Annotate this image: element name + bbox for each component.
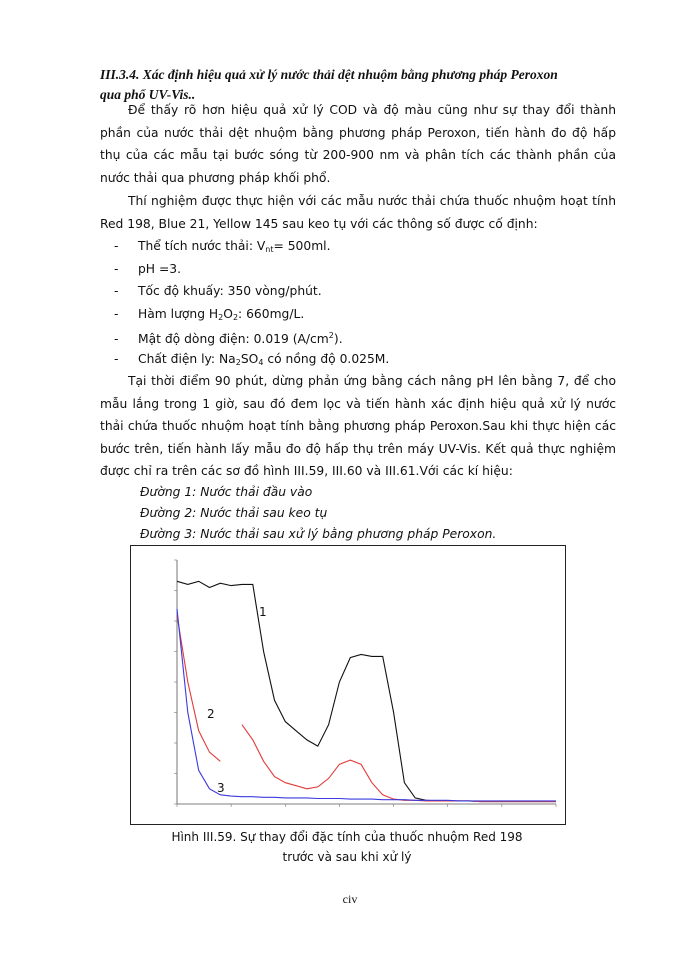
figure-caption-line-2: trước và sau khi xử lý	[282, 850, 412, 864]
paragraph-intro	[100, 99, 616, 189]
chart-axes	[177, 560, 556, 804]
paragraph-intro-text: Để thấy rõ hơn hiệu quả xử lý COD và độ màu cũng như sự thay đổi thành phần của nước thải dệt nhuộm bằng phương pháp Peroxon, tiến hành đo độ hấp thụ của các mẫu tại bước sóng từ 200-900 nm và phân tích các thành phần của nước thải qua phương pháp khối phổ.	[100, 103, 616, 185]
page-number: civ	[342, 892, 358, 906]
series-line-2	[177, 615, 556, 802]
list-item: - Hàm lượng $H_2O_2$: 660mg/L.	[114, 306, 305, 322]
curve-label-3: 3	[217, 781, 225, 795]
uv-vis-spectrum-figure	[130, 545, 566, 825]
section-heading-line-2: qua phổ UV-Vis..	[100, 87, 196, 102]
series-line-1	[177, 581, 556, 801]
paragraph-experiment	[100, 190, 616, 235]
uv-vis-chart	[131, 546, 565, 824]
legend-line-2: Đường 2: Nước thải sau keo tụ	[140, 506, 328, 520]
list-item: - pH =3.	[114, 261, 181, 276]
paragraph-experiment-text: Thí nghiệm được thực hiện với các mẫu nước thải chứa thuốc nhuộm hoạt tính Red 198, Blue 21, Yellow 145 sau keo tụ với các thông số được cố định:	[100, 194, 616, 231]
parameter-list	[100, 235, 620, 370]
list-item: - Tốc độ khuấy: 350 vòng/phút.	[114, 284, 322, 298]
paragraph-procedure	[100, 370, 616, 483]
list-item: - Chất điện ly: $Na_2SO_4$ có nồng độ 0.025M.	[114, 351, 390, 367]
list-item: - Mật độ dòng điện: 0.019 $(A/cm^2)$.	[114, 331, 343, 347]
list-item: - Thể tích nước thải: $V_{nt}= 500ml$.	[114, 239, 331, 254]
paragraph-procedure-text: Tại thời điểm 90 phút, dừng phản ứng bằng cách nâng pH lên bằng 7, để cho mẫu lắng trong 1 giờ, sau đó đem lọc và tiến hành xác định hiệu quả xử lý nước thải chứa thuốc nhuộm hoạt tính bằng phương pháp Peroxon.Sau khi thực hiện các bước trên, tiến hành lấy mẫu đo độ hấp thụ trên máy UV-Vis. Kết quả thực nghiệm được chỉ ra trên các sơ đồ hình III.59, III.60 và III.61.Với các kí hiệu:	[100, 374, 616, 478]
section-heading-line-1: III.3.4. Xác định hiệu quả xử lý nước thải dệt nhuộm bằng phương pháp Peroxon	[100, 67, 558, 82]
series-line-3	[177, 609, 556, 801]
legend-line-3: Đường 3: Nước thải sau xử lý bằng phương pháp Peroxon.	[140, 527, 497, 541]
curve-label-1: 1	[259, 605, 267, 619]
curve-label-2: 2	[207, 707, 215, 721]
figure-caption-line-1: Hình III.59. Sự thay đổi đặc tính của thuốc nhuộm Red 198	[171, 830, 523, 844]
legend-line-1: Đường 1: Nước thải đầu vào	[140, 485, 313, 499]
